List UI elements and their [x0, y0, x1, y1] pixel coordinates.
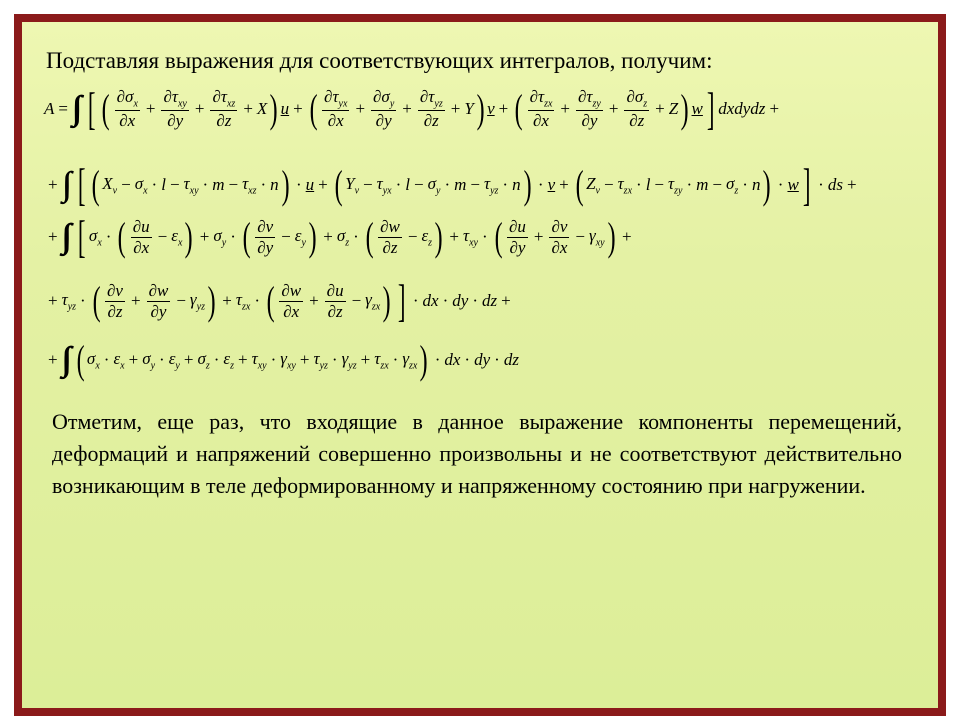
intro-text: Подставляя выражения для соответствующих интегралов, получим: [46, 48, 713, 73]
equation-line-4: + $\tau_{yz}$ · ( $\frac{\partial v}{\partial z}$ + $\frac{\partial w}{\partial y}$ − $\gamma_{yz}$ ) + $\tau_{zx}$ · ( $\frac{\partial w}{\partial x}$ + $\frac{\partial u}{\partial z}$ − $\gamma_{zx}$ ) ] · dx · dy · dz + [48, 275, 511, 326]
equation-line-3: + [ $\sigma_x$ · ( $\frac{\partial u}{\partial x}$ − $\varepsilon_x$ ) + $\sigma_y$ · ( $\frac{\partial v}{\partial y}$ − $\varepsilon_y$ ) + $\sigma_z$ · ( $\frac{\partial w}{\partial z}$ − $\varepsilon_z$ ) + $\tau_{xy}$ · ( $\frac{\partial u}{\partial y}$ + $\frac{\partial v}{\partial x}$ − $\gamma_{xy}$ ) + [48, 211, 632, 262]
slide-frame [14, 14, 946, 716]
equation-line-1: A = [ ( $\frac{\partial\sigma_x}{\partial x}$ + $\frac{\partial\tau_{xy}}{\partial y}$ + $\frac{\partial\tau_{xz}}{\partial z}$ + X ) u + ( $\frac{\partial\tau_{yx}}{\partial x}$ + $\frac{\partial\sigma_y}{\partial y}$ + $\frac{\partial\tau_{yz}}{\partial z}$ + Y ) v + ( $\frac{\partial\tau_{zx}}{\partial x}$ + $\frac{\partial\tau_{zy}}{\partial y}$ + $\frac{\partial\sigma_z}{\partial z}$ + Z ) w ] dxdydz + [44, 83, 780, 134]
body-paragraph: Отметим, еще раз, что входящие в данное выражение компоненты перемещений, деформаций и напряжений совершенно произвольны и не соответствуют действительно возникающим в теле деформированному и напряженному состоянию при нагружении. [52, 409, 902, 498]
equation-line-5: + ( $\sigma_x$ · $\varepsilon_x$ + $\sigma_y$ · $\varepsilon_y$ + $\sigma_z$ · $\varepsilon_z$ + $\tau_{xy}$ · $\gamma_{xy}$ + $\tau_{yz}$ · $\gamma_{yz}$ + $\tau_{zx}$ · $\gamma_{zx}$ ) · dx · dy · dz [48, 337, 519, 382]
equation-line-2: + [ ( $X_v$ − $\sigma_x$ · l − $\tau_{xy}$ · m − $\tau_{xz}$ · n ) · u + ( $Y_v$ − $\tau_{yx}$ · l − $\sigma_y$ · m − $\tau_{yz}$ · n ) · v + ( $Z_v$ − $\tau_{zx}$ · l − $\tau_{zy}$ · m − $\sigma_z$ · n ) · w ] · ds + [48, 159, 857, 210]
